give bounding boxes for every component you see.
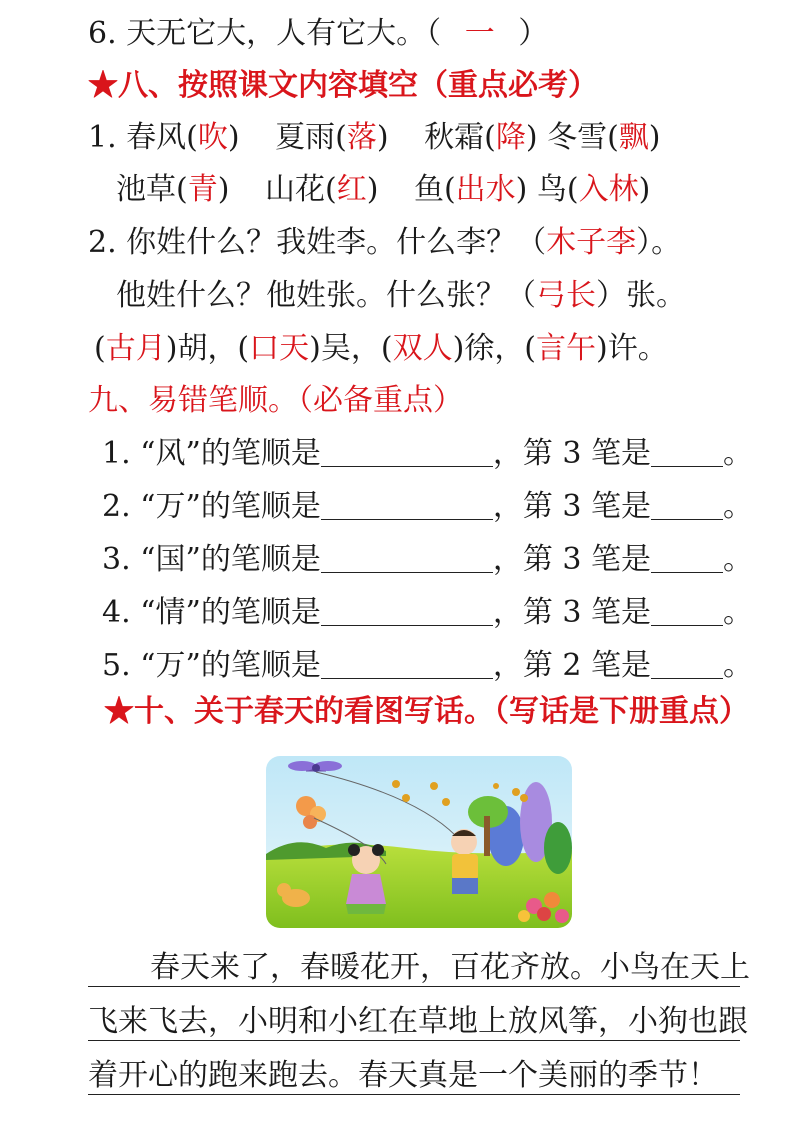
nth-label: 第 xyxy=(522,489,553,524)
section-title: 九、易错笔顺。（必备重点） xyxy=(88,383,463,418)
essay-line-1: 春天来了，春暖花开，百花齐放。小鸟在天上 xyxy=(150,950,750,985)
nth-label: 第 xyxy=(522,436,553,471)
target-char: 情 xyxy=(155,595,186,630)
stroke-order-label: 的笔顺是 xyxy=(200,648,321,683)
stroke-order-label: 的笔顺是 xyxy=(200,542,321,577)
question-text: 他姓什么？他姓张。什么张？（ xyxy=(116,278,536,313)
stroke-unit-label: 笔是 xyxy=(591,489,652,524)
section-10-heading xyxy=(104,692,749,732)
stroke-answer-blank[interactable] xyxy=(651,650,723,679)
stroke-number: 3 xyxy=(562,489,582,524)
word: 鱼 xyxy=(413,172,444,207)
stroke-order-item: 1. “风”的笔顺是 ，第 3 笔是 。 xyxy=(102,436,754,471)
word: 山花 xyxy=(264,172,325,207)
question-number: 1. xyxy=(88,120,117,155)
target-char: 万 xyxy=(155,648,186,683)
stroke-order-label: 的笔顺是 xyxy=(200,436,321,471)
nth-label: 第 xyxy=(522,648,553,683)
word: 池草 xyxy=(116,172,176,207)
answer: 红 xyxy=(336,172,367,207)
period: 。 xyxy=(723,436,754,471)
fill-2-line-1 xyxy=(88,223,681,263)
answer: 落 xyxy=(346,120,377,155)
answer: 口天 xyxy=(249,331,310,366)
stroke-order-item: 3. “国”的笔顺是 ，第 3 笔是 。 xyxy=(102,542,754,577)
target-char: 国 xyxy=(155,542,186,577)
stroke-order-label: 的笔顺是 xyxy=(200,595,321,630)
item-number: 3. xyxy=(102,542,131,577)
question-text-end: ）张。 xyxy=(596,278,686,313)
word: 春风 xyxy=(126,120,187,155)
stroke-order-item: 4. “情”的笔顺是 ，第 3 笔是 。 xyxy=(102,595,754,630)
answer: 青 xyxy=(187,172,218,207)
answer: 飘 xyxy=(618,120,649,155)
question-number: 2. xyxy=(88,225,117,260)
answer: 木子李 xyxy=(546,225,637,260)
period: 。 xyxy=(723,542,754,577)
answer: 入林 xyxy=(578,172,639,207)
stroke-unit-label: 笔是 xyxy=(591,595,652,630)
stroke-order-blank[interactable] xyxy=(321,491,493,520)
stroke-answer-blank[interactable] xyxy=(651,491,723,520)
answer: 弓长 xyxy=(536,278,596,313)
section-8-heading xyxy=(88,66,598,106)
stroke-unit-label: 笔是 xyxy=(591,542,652,577)
stroke-number: 2 xyxy=(562,648,582,683)
stroke-order-blank[interactable] xyxy=(321,650,493,679)
spring-kite-illustration xyxy=(266,756,572,928)
period: 。 xyxy=(723,595,754,630)
stroke-answer-blank[interactable] xyxy=(651,438,723,467)
tree xyxy=(544,822,572,874)
section-title: 十、关于春天的看图写话。（写话是下册重点） xyxy=(134,694,749,729)
item-number: 4. xyxy=(102,595,131,630)
item-number: 5. xyxy=(102,648,131,683)
girl-figure xyxy=(346,844,386,914)
word: 鸟 xyxy=(536,172,567,207)
stroke-order-item: 5. “万”的笔顺是 ，第 2 笔是 。 xyxy=(102,648,754,683)
section-9-heading xyxy=(88,381,463,421)
item-number: 2. xyxy=(102,489,131,524)
word: 秋霜 xyxy=(424,120,485,155)
stroke-order-item: 2. “万”的笔顺是 ，第 3 笔是 。 xyxy=(102,489,754,524)
stroke-order-blank[interactable] xyxy=(321,597,493,626)
answer: 一 xyxy=(464,16,495,51)
target-char: 万 xyxy=(155,489,186,524)
boy-figure xyxy=(451,829,478,894)
target-char: 风 xyxy=(155,436,186,471)
surname: 许 xyxy=(607,331,638,366)
fill-2-line-2 xyxy=(116,276,686,316)
stroke-number: 3 xyxy=(562,436,582,471)
nth-label: 第 xyxy=(522,595,553,630)
fill-2-line-3: (古月)胡，(口天)吴，(双人)徐，(言午)许。 xyxy=(94,331,668,366)
answer: 吹 xyxy=(197,120,228,155)
question-6 xyxy=(88,14,548,54)
nth-label: 第 xyxy=(522,542,553,577)
question-text-end: ）。 xyxy=(636,225,682,260)
essay-line-3: 着开心的跑来跑去。春天真是一个美丽的季节！ xyxy=(88,1058,718,1093)
stroke-order-label: 的笔顺是 xyxy=(200,489,321,524)
star-icon: ★ xyxy=(88,68,118,103)
item-number: 1. xyxy=(102,436,131,471)
period: 。 xyxy=(723,489,754,524)
stroke-answer-blank[interactable] xyxy=(651,544,723,573)
fill-1-row-2: 池草(青) 山花(红) 鱼(出水) 鸟(入林) xyxy=(116,172,651,207)
stroke-number: 3 xyxy=(562,542,582,577)
answer: 降 xyxy=(495,120,526,155)
fill-1-row-1: 1. 春风(吹) 夏雨(落) 秋霜(降) 冬雪(飘) xyxy=(88,120,661,155)
stroke-unit-label: 笔是 xyxy=(591,436,652,471)
stroke-order-blank[interactable] xyxy=(321,544,493,573)
surname: 吴 xyxy=(320,331,351,366)
stroke-number: 3 xyxy=(562,595,582,630)
section-title: 八、按照课文内容填空（重点必考） xyxy=(118,68,598,103)
question-text: 你姓什么？我姓李。什么李？（ xyxy=(126,225,547,260)
answer: 双人 xyxy=(392,331,453,366)
star-icon: ★ xyxy=(104,694,134,729)
paren-close: ） xyxy=(518,16,549,51)
surname: 胡 xyxy=(177,331,208,366)
question-text: 天无它大，人有它大。（ xyxy=(126,16,442,51)
surname: 徐 xyxy=(464,331,495,366)
essay-line-2: 飞来飞去，小明和小红在草地上放风筝，小狗也跟 xyxy=(88,1004,748,1039)
stroke-answer-blank[interactable] xyxy=(651,597,723,626)
answer: 言午 xyxy=(536,331,597,366)
question-number: 6. xyxy=(88,16,117,51)
stroke-unit-label: 笔是 xyxy=(591,648,652,683)
word: 冬雪 xyxy=(547,120,608,155)
answer: 古月 xyxy=(105,331,166,366)
answer: 出水 xyxy=(455,172,516,207)
word: 夏雨 xyxy=(275,120,336,155)
period: 。 xyxy=(723,648,754,683)
stroke-order-blank[interactable] xyxy=(321,438,493,467)
